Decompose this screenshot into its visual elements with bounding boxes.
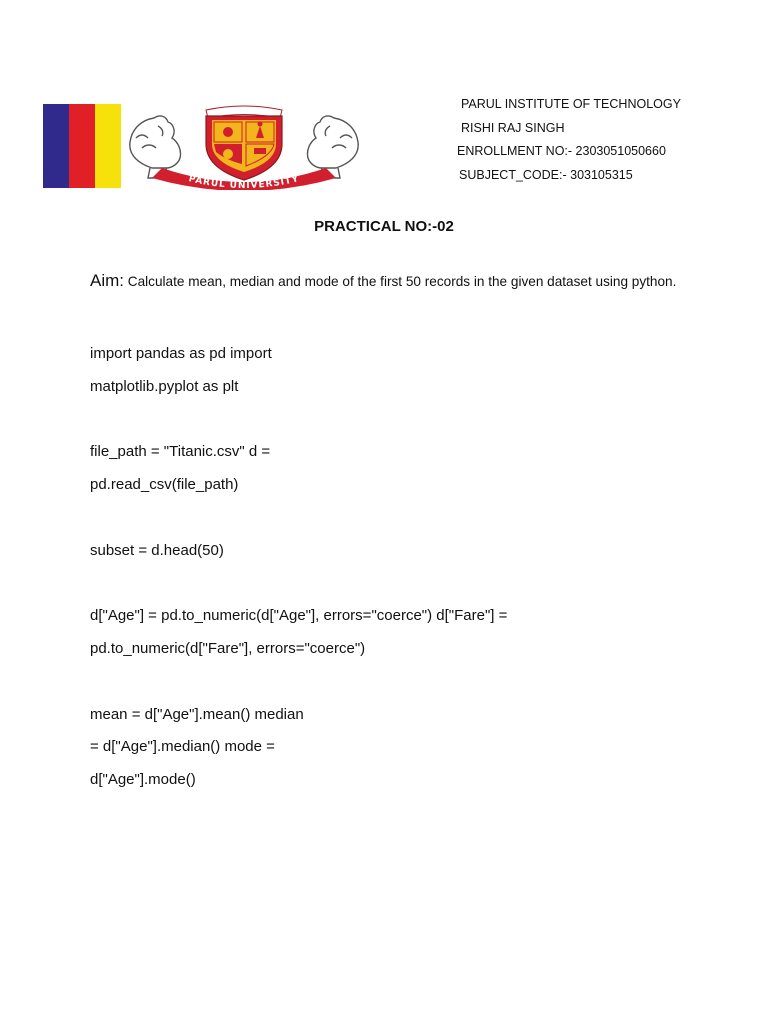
left-lion-icon	[130, 116, 181, 178]
code-line: mean = d["Age"].mean() median	[90, 706, 304, 723]
code-line: subset = d.head(50)	[90, 542, 224, 559]
right-lion-icon	[307, 116, 358, 178]
code-line: pd.read_csv(file_path)	[90, 476, 239, 493]
student-info-block	[456, 93, 681, 187]
flag-stripe-blue	[43, 104, 69, 188]
subject-code: SUBJECT_CODE:- 303105315	[459, 167, 633, 182]
flag-stripe-red	[69, 104, 95, 188]
shield-icon	[206, 116, 282, 180]
code-line: import pandas as pd import	[90, 345, 272, 362]
enrollment-number: ENROLLMENT NO:- 2303051050660	[457, 144, 666, 158]
aim-paragraph	[90, 268, 680, 295]
code-line: pd.to_numeric(d["Fare"], errors="coerce")	[90, 640, 366, 657]
university-crest-logo	[122, 98, 366, 190]
flag-stripe-yellow	[95, 104, 121, 188]
code-line: matplotlib.pyplot as plt	[90, 378, 239, 395]
aim-text: Calculate mean, median and mode of the first 50 records in the given dataset using python.	[127, 274, 677, 289]
code-line: = d["Age"].median() mode =	[90, 738, 275, 755]
student-name: RISHI RAJ SINGH	[461, 120, 565, 135]
flag-logo	[43, 104, 121, 188]
code-line: file_path = "Titanic.csv" d =	[90, 443, 271, 460]
practical-title: PRACTICAL NO:-02	[314, 218, 454, 235]
banner-text: PARUL UNIVERSITY	[187, 174, 301, 190]
aim-label: Aim:	[90, 271, 124, 290]
institute-name: PARUL INSTITUTE OF TECHNOLOGY	[461, 97, 681, 111]
code-line: d["Age"].mode()	[90, 771, 196, 788]
code-line: d["Age"] = pd.to_numeric(d["Age"], errors="coerce") d["Fare"] =	[90, 607, 508, 624]
